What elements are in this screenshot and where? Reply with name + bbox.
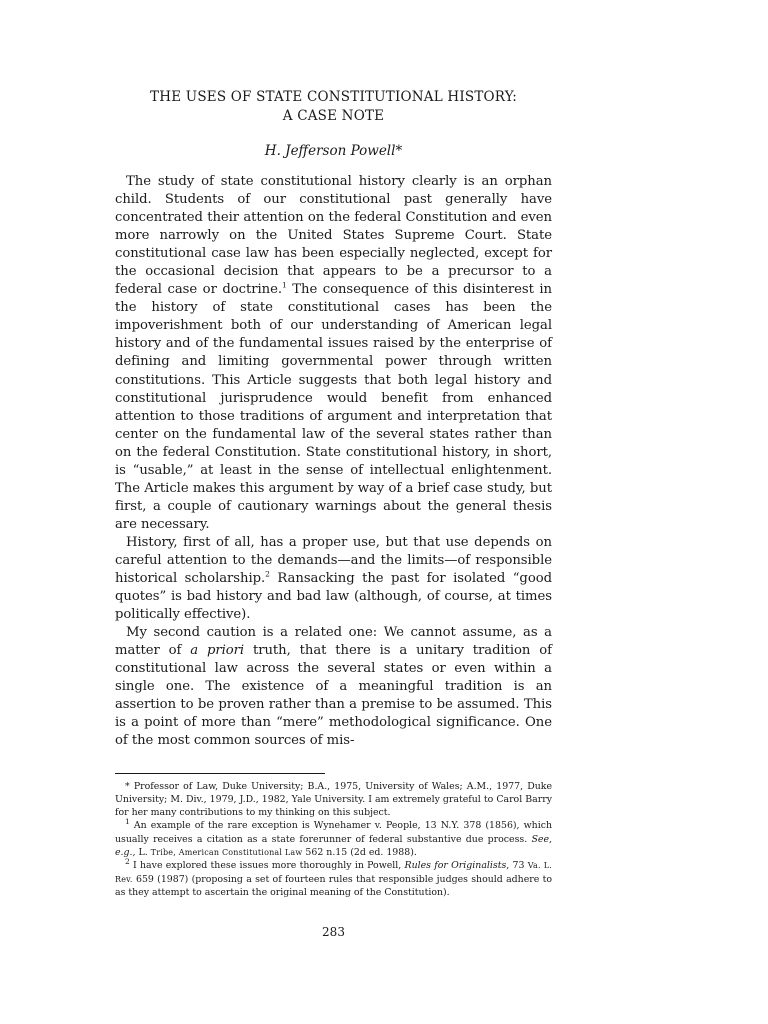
footnote-star-marker: * [125,780,130,792]
footnote-2-text-c: 659 (1987) (proposing a set of fourteen rules that responsible judges should adhere to as they attempt to ascertain the original meaning of the Constitution). [115,873,552,898]
footnote-1 [115,819,552,859]
footnote-1-text-c: 562 n.15 (2d ed. 1988). [302,846,417,858]
page-number: 283 [322,925,345,940]
footnote-1-text-a: An example of the rare exception is Wynehamer v. People, 13 N.Y. 378 (1856), which usually receives a citation as a state forerunner of federal substantive due process. [115,820,552,845]
article-title-line-1: THE USES OF STATE CONSTITUTIONAL HISTORY: [150,89,517,105]
footnote-2-text-a: I have explored these issues more thoroughly in Powell, [129,860,405,872]
paragraph-3-text-a: My second caution is a related one: We cannot assume, as a matter of [115,625,552,659]
author-footnote-marker: * [395,143,403,159]
footnote-ref-1: 1 [282,280,287,290]
footnote-2 [115,859,552,899]
footnote-star-text: Professor of Law, Duke University; B.A., 1975, University of Wales; A.M., 1977, Duke University; M. Div., 1979, J.D., 1982, Yale University. I am extremely grateful to Carol Barry for her many contributions to my thinking on this subject. [115,780,552,819]
footnote-2-text-b: , 73 [506,860,528,872]
paragraph-1 [115,173,552,534]
footnote-ref-2: 2 [265,569,270,579]
author-name: H. Jefferson Powell [264,143,396,159]
paragraph-3-italic: a priori [190,643,245,659]
footnote-2-marker: 2 [125,857,130,867]
paragraph-2-text-a: History, first of all, has a proper use, but that use depends on careful attention to the demands—and the limits—of responsible historical scholarship. [115,534,552,587]
footnote-2-journal: Va. L. Rev. [115,861,552,884]
paragraph-1-text-b: The consequence of this disinterest in the history of state constitutional cases has been the impoverishment both of our understanding of American legal history and of the fundamental issues raised by the enterprise of defining and limiting governmental power through written constitutions. This Article suggests that both legal history and constitutional jurisprudence would benefit from enhanced attention to those traditions of argument and interpretation that center on the fundamental law of the several states rather than on the federal Constitution. State constitutional history, in short, is “usable,” at least in the sense of intellectual enlightenment. The Article makes this argument by way of a brief case study, but first, a couple of cautionary warnings about the general thesis are necessary. [115,282,552,532]
article-title-line-2: A CASE NOTE [282,108,385,124]
footnote-1-signal: See, e.g., [115,833,552,858]
footnote-divider [115,773,325,774]
footnotes [115,780,552,900]
paragraph-2-text-b: Ransacking the past for isolated “good quotes” is bad history and bad law (although, of course, at times politically effective). [115,571,552,623]
paper-page [115,88,552,939]
body-text [115,173,552,751]
paragraph-1-text-a: The study of state constitutional history clearly is an orphan child. Students of our constitutional past generally have concentrated their attention on the federal Constitution and even more narrowly on the United States Supreme Court. State constitutional case law has been especially neglected, except for the occasional decision that appears to be a precursor to a federal case or doctrine. [115,174,552,298]
footnote-1-source: Tribe, American Constitutional Law [150,847,303,857]
footnote-1-marker: 1 [125,817,130,827]
footnote-star [115,780,552,820]
footnote-1-text-b: L. [135,846,151,858]
author-byline [115,142,552,160]
paragraph-3 [115,624,552,750]
footnote-2-article-title: Rules for Originalists [404,860,507,872]
paragraph-3-text-b: truth, that there is a unitary tradition of constitutional law across the several states or even within a single one. The existence of a meaningful tradition is an assertion to be proven rather than a premise to be assumed. This is a point of more than “mere” methodological significance. One of the most common sources of mis- [115,643,552,749]
paragraph-2 [115,534,552,624]
